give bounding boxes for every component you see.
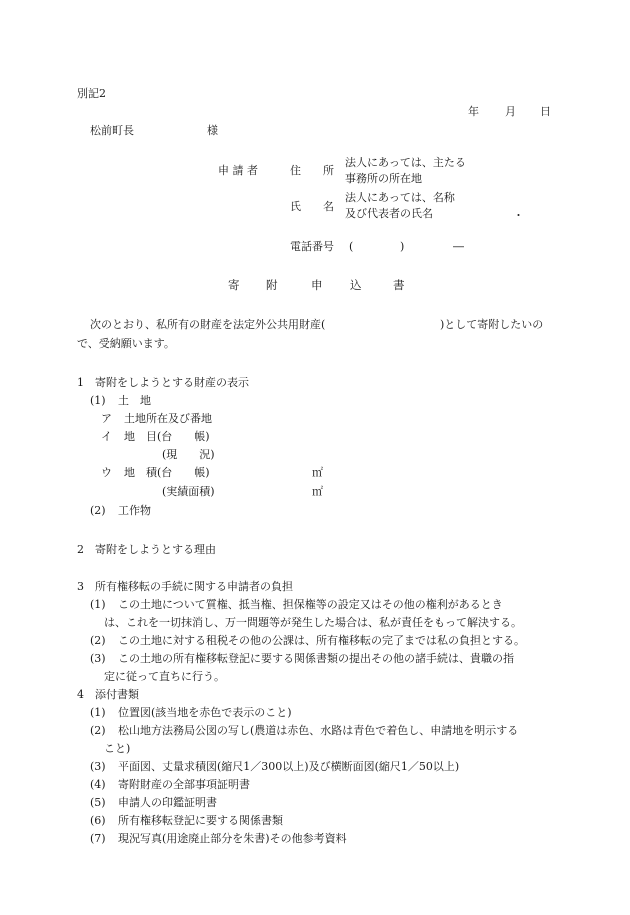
name-note-2: 及び代表者の氏名 <box>345 207 433 220</box>
phone-label: 電話番号 <box>290 240 334 253</box>
section3-p3-line2: 定に従って直ちに行う。 <box>104 670 225 683</box>
section1-i-label: 地 目(台 帳) <box>124 430 210 443</box>
section3-p1-number: (1) <box>90 598 106 611</box>
attachment-number: (6) <box>90 814 106 827</box>
address-note-2: 事務所の所在地 <box>345 172 422 185</box>
section4-title: 添付書類 <box>95 688 139 701</box>
address-label: 住 所 <box>290 164 334 177</box>
name-label: 氏 名 <box>290 200 334 213</box>
attachment-number: (4) <box>90 778 106 791</box>
title-char-3: 申 <box>311 278 323 292</box>
attachment-text: 位置図(該当地を赤色で表示のこと) <box>118 706 292 719</box>
section1-i-sub: (現 況) <box>162 448 215 461</box>
phone-open-paren: ( <box>349 240 354 253</box>
title-char-2: 附 <box>266 278 278 292</box>
section1-item1-number: (1) <box>90 394 106 407</box>
section4-number: 4 <box>77 688 84 701</box>
section3-number: 3 <box>77 580 84 593</box>
date-day: 日 <box>540 105 551 118</box>
section2-number: 2 <box>77 543 84 556</box>
intro-line2: で、受納願います。 <box>77 337 175 350</box>
attachment-number: (5) <box>90 796 106 809</box>
attachment-text: 所有権移転登記に要する関係書類 <box>118 814 283 827</box>
section3-p2-number: (2) <box>90 634 106 647</box>
section1-u-label: 地 積(台 帳) <box>124 466 210 479</box>
section3-p1-line1: この土地について質権、抵当権、担保権等の設定又はその他の権利があるとき <box>118 598 503 611</box>
addressee: 松前町長 <box>90 124 134 137</box>
section1-u-sub: (実績面積) <box>162 485 215 498</box>
section1-item1-label: 土 地 <box>118 394 151 407</box>
attachment-text: 平面図、丈量求積図(縮尺1／300以上)及び横断面図(縮尺1／50以上) <box>118 760 460 773</box>
section1-number: 1 <box>77 376 84 389</box>
address-note-1: 法人にあっては、主たる <box>345 156 466 169</box>
section3-p3-line1: この土地の所有権移転登記に要する関係書類の提出その他の諸手続は、貴職の指 <box>118 652 514 665</box>
attachment-number: (2) <box>90 724 106 737</box>
attachment-text: 申請人の印鑑証明書 <box>118 796 217 809</box>
attachment-text: 寄附財産の全部事項証明書 <box>118 778 250 791</box>
title-char-5: 書 <box>393 278 405 292</box>
section2-title: 寄附をしようとする理由 <box>95 543 216 556</box>
section1-title: 寄附をしようとする財産の表示 <box>95 376 249 389</box>
intro-line1-a: 次のとおり、私所有の財産を法定外公共用財産( <box>90 318 326 331</box>
date-month: 月 <box>505 105 516 118</box>
date-year: 年 <box>468 105 479 118</box>
section3-title: 所有権移転の手続に関する申請者の負担 <box>95 580 293 593</box>
attachment-number: (1) <box>90 706 106 719</box>
phone-dash: ― <box>453 240 464 253</box>
section1-a-label: 土地所在及び番地 <box>124 412 212 425</box>
title-char-1: 寄 <box>228 278 240 292</box>
section3-p1-line2: は、これを一切抹消し、万一問題等が発生した場合は、私が責任をもって解決する。 <box>104 616 522 629</box>
section1-u-unit2: ㎡ <box>312 485 323 498</box>
section1-a-kana: ア <box>101 412 112 425</box>
intro-line1-b: )として寄附したいの <box>440 318 544 331</box>
attachment-number: (3) <box>90 760 106 773</box>
applicant-label: 申 請 者 <box>218 164 258 177</box>
attachment-text: 現況写真(用途廃止部分を朱書)その他参考資料 <box>118 832 347 845</box>
attachment-number: (7) <box>90 832 106 845</box>
section1-u-unit1: ㎡ <box>312 466 323 479</box>
section3-p3-number: (3) <box>90 652 106 665</box>
seal-mark: ・ <box>513 209 524 222</box>
section1-u-kana: ウ <box>101 466 112 479</box>
appendix-label: 別記2 <box>77 87 106 100</box>
section1-item2-number: (2) <box>90 504 106 517</box>
title-char-4: 込 <box>350 278 362 292</box>
section1-item2-label: 工作物 <box>118 504 151 517</box>
section1-i-kana: イ <box>101 430 112 443</box>
attachment-text-continued: こと) <box>104 742 131 755</box>
phone-close-paren: ) <box>400 240 405 253</box>
attachment-text: 松山地方法務局公図の写し(農道は赤色、水路は青色で着色し、申請地を明示する <box>118 724 519 737</box>
name-note-1: 法人にあっては、名称 <box>345 191 455 204</box>
section3-p2-line1: この土地に対する租税その他の公課は、所有権移転の完了までは私の負担とする。 <box>118 634 525 647</box>
honorific: 様 <box>207 124 218 137</box>
